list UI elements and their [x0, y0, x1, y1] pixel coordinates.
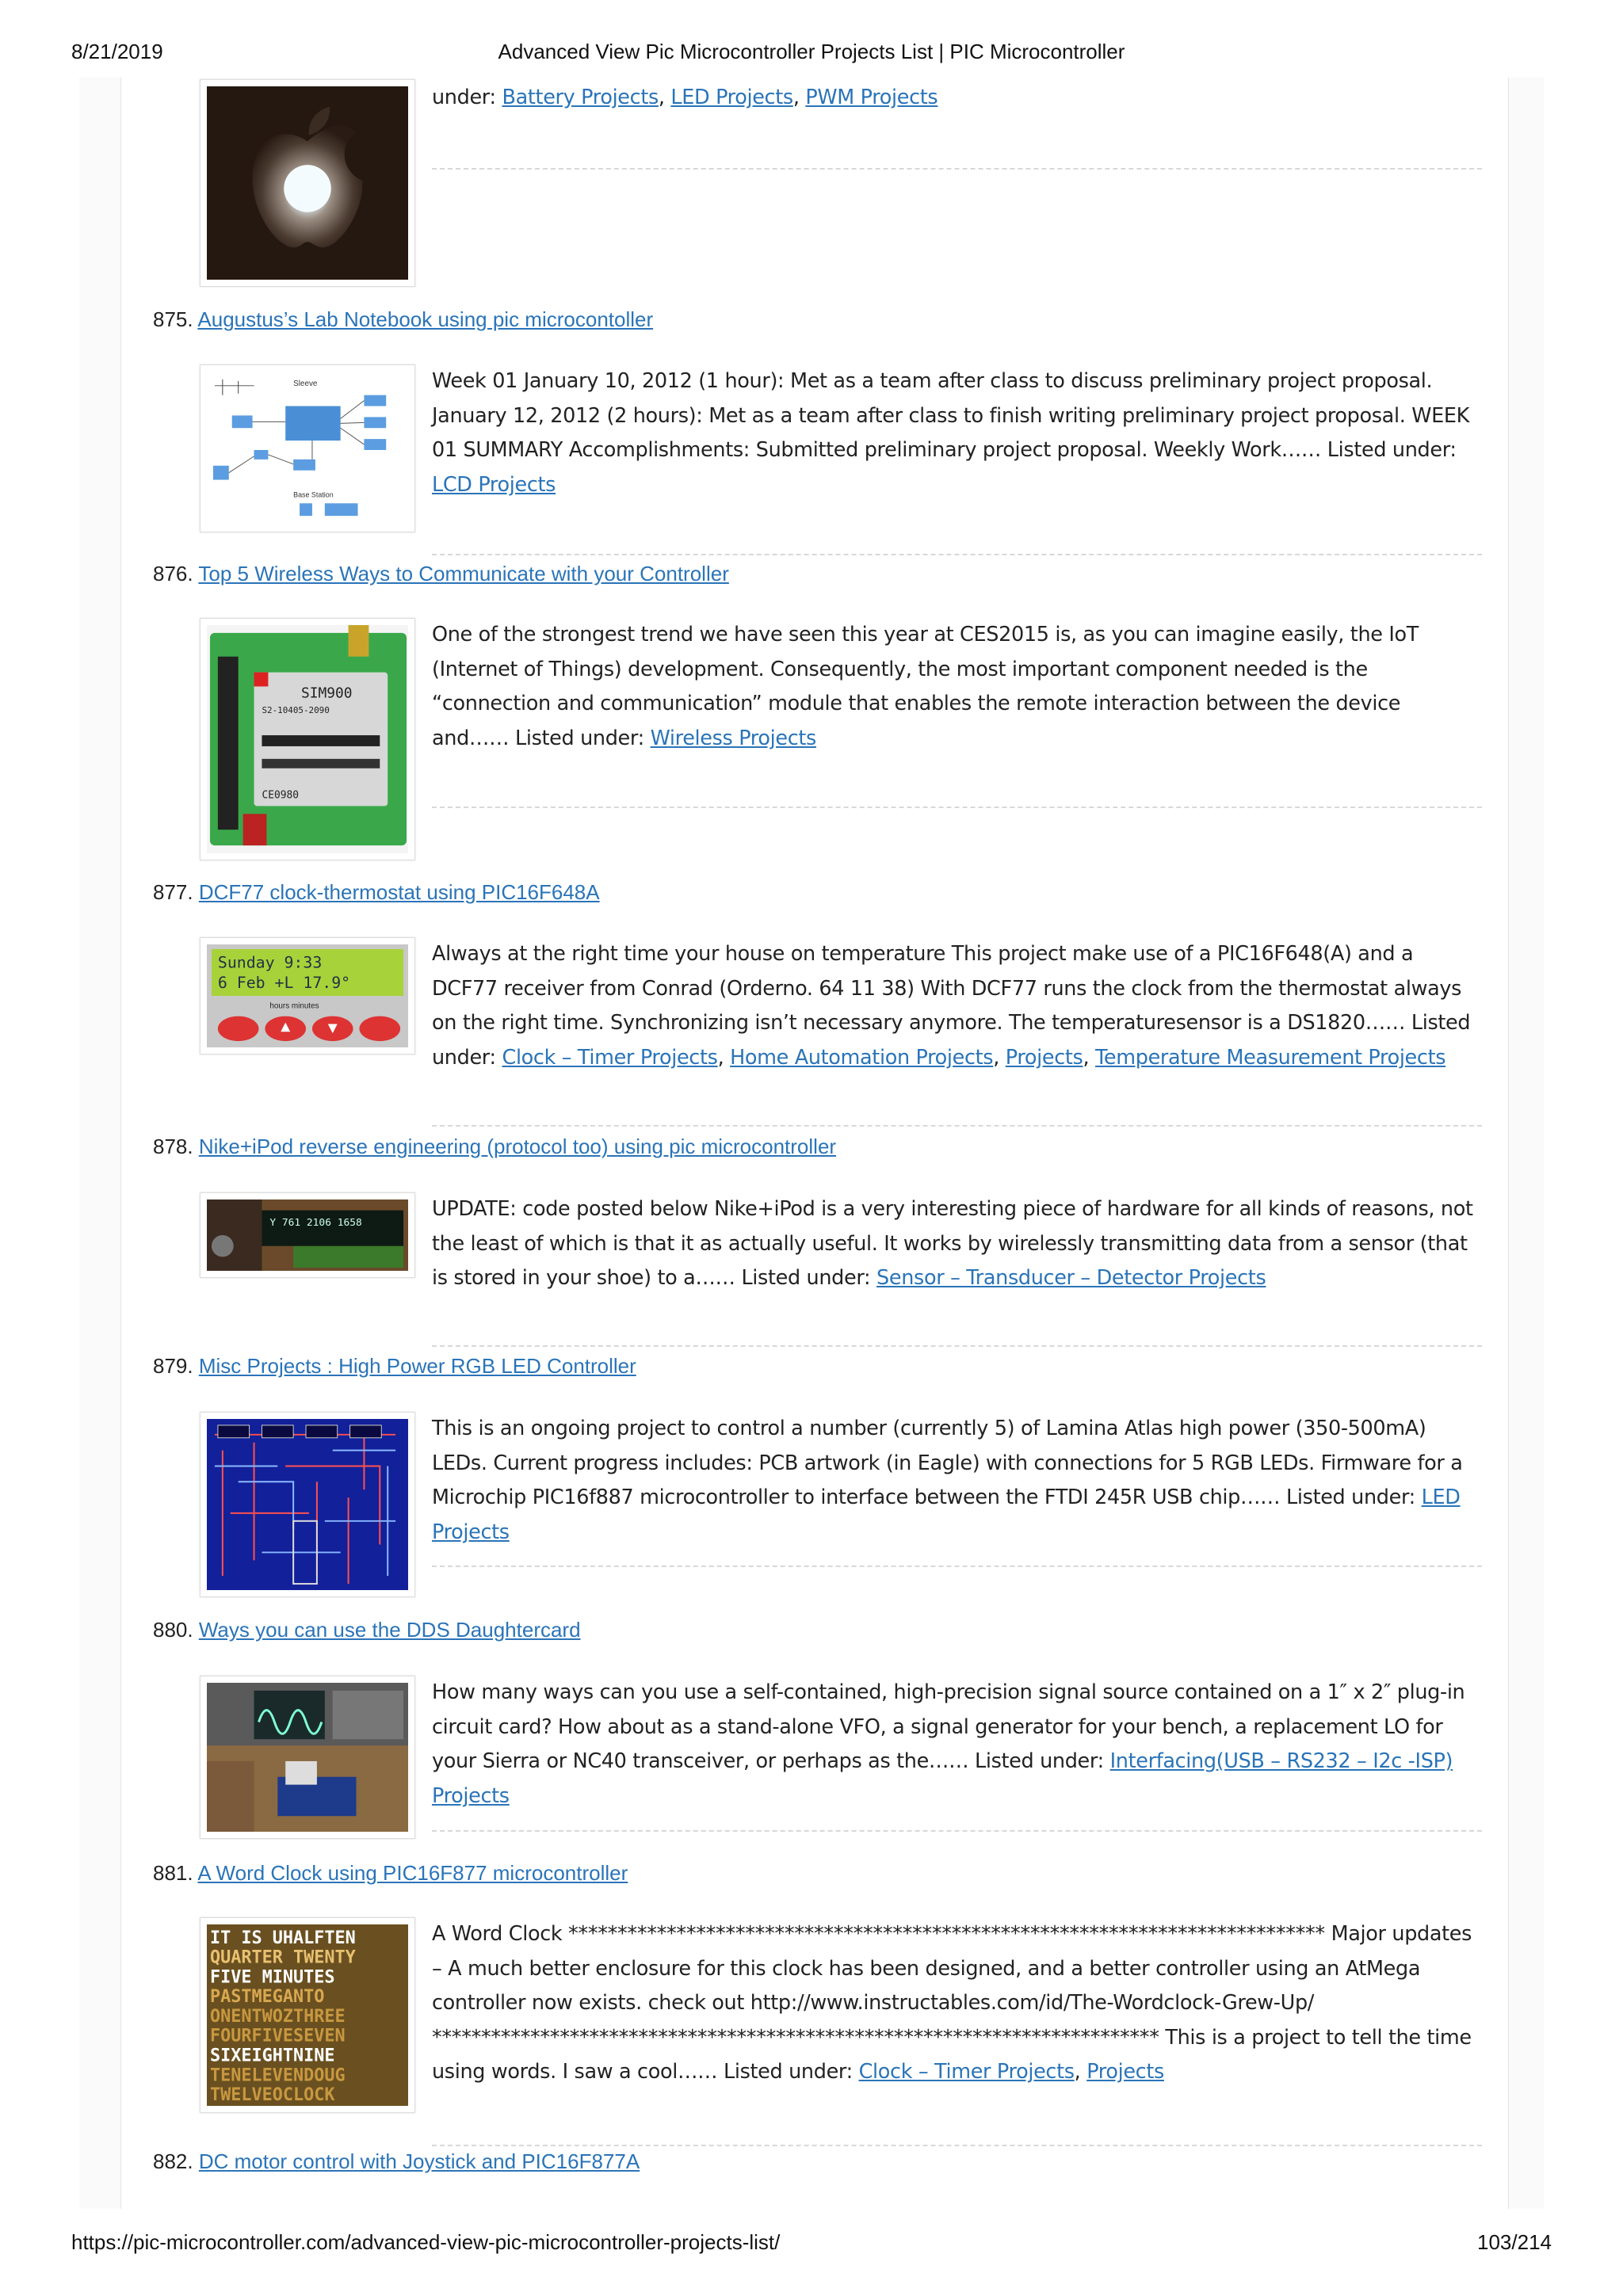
- project-description-881: A Word Clock ***************************************************************************** Major updates – A much better enclosure for this clock has been designed, and a better controller using an AtMega controller now exists. check out http://www.instructables.com/id/The-Wordclock-Grew-Up/ ************************************************************************** This is a project to tell the time using words. I saw a cool…… Listed under: Clock – Timer Projects, Projects: [432, 1922, 1472, 2084]
- word-clock-row: QUARTER TWENTY: [209, 1947, 356, 1968]
- page-title: Advanced View Pic Microcontroller Projects List | PIC Microcontroller: [498, 40, 1125, 63]
- entry-divider: [432, 2145, 1482, 2146]
- lcd-line-2: 6 Feb +L 17.9°: [217, 974, 351, 993]
- category-link[interactable]: Interfacing(USB – RS232 – I2c -ISP) Projects: [432, 1749, 1453, 1808]
- entry-divider: [432, 1566, 1482, 1567]
- project-title-877: 877. DCF77 clock-thermostat using PIC16F648A: [153, 880, 600, 904]
- project-description-877: Always at the right time your house on temperature This project make use of a PIC16F648(A) and a DCF77 receiver from Conrad (Orderno. 64 11 38) With DCF77 runs the clock from the thermostat always on the right time. Synchronizing isn’t necessary anymore. The temperaturesensor is a DS1820…… Listed under: Clock – Timer Projects, Home Automation Projects, Projects, Temperature Measurement Projects: [432, 942, 1471, 1070]
- category-link[interactable]: PWM Projects: [805, 86, 938, 109]
- category-link[interactable]: Projects: [1086, 2060, 1164, 2084]
- print-header: [0, 40, 1623, 71]
- dds-oscilloscope-icon: [207, 1683, 408, 1832]
- nike-ipod-lcd-icon: [207, 1199, 408, 1271]
- entry-divider: [432, 1345, 1482, 1347]
- svg-text:Base Station: Base Station: [293, 490, 334, 499]
- project-thumbnail-881[interactable]: [200, 1917, 415, 2113]
- nike-lcd-text: Y 761 2106 1658: [269, 1217, 362, 1230]
- category-link[interactable]: LCD Projects: [432, 472, 556, 497]
- project-link[interactable]: A Word Clock using PIC16F877 microcontroller: [197, 1861, 628, 1885]
- category-link[interactable]: Projects: [1005, 1045, 1083, 1070]
- category-link[interactable]: Clock – Timer Projects: [858, 2060, 1075, 2084]
- word-clock-row: SIXEIGHTNINE: [209, 2046, 335, 2066]
- project-link[interactable]: DCF77 clock-thermostat using PIC16F648A: [198, 880, 600, 904]
- project-thumbnail-875[interactable]: [200, 364, 415, 532]
- entry-divider: [432, 1125, 1482, 1127]
- sim900-code: S2-10405-2090: [262, 705, 330, 716]
- project-link[interactable]: Ways you can use the DDS Daughtercard: [198, 1618, 581, 1642]
- entry-divider: [432, 807, 1482, 808]
- top-entry-listed-under: under: Battery Projects, LED Projects, PWM Projects: [432, 86, 938, 109]
- project-description-880: How many ways can you use a self-contained, high-precision signal source contained on a 1″ x 2″ plug-in circuit card? How about as a stand-alone VFO, a signal generator for your bench, a replacement LO for your Sierra or NC40 transceiver, or perhaps as the…… Listed under: Interfacing(USB – RS232 – I2c -ISP) Projects: [432, 1680, 1465, 1808]
- page-url: https://pic-microcontroller.com/advanced-view-pic-microcontroller-projects-list/: [71, 2230, 781, 2254]
- lcd-labels: hours minutes: [269, 1001, 319, 1011]
- category-link[interactable]: Clock – Timer Projects: [502, 1045, 718, 1070]
- pcb-layout-icon: [207, 1419, 408, 1590]
- lcd-line-1: Sunday 9:33: [217, 953, 323, 972]
- project-link[interactable]: Misc Projects : High Power RGB LED Controller: [198, 1354, 636, 1378]
- glowing-apple-logo-icon: [207, 86, 408, 280]
- word-clock-row: PASTMEGANTO: [209, 1987, 325, 2008]
- entry-divider: [432, 168, 1482, 170]
- project-thumbnail-879[interactable]: [200, 1412, 415, 1597]
- word-clock-row: TWELVEOCLOCK: [209, 2085, 335, 2106]
- ce-mark: CE0980: [262, 789, 300, 802]
- project-title-882: 882. DC motor control with Joystick and PIC16F877A: [153, 2149, 640, 2173]
- project-description-878: UPDATE: code posted below Nike+iPod is a very interesting piece of hardware for all kinds of reasons, not the least of which is that it as actually useful. It works by wirelessly transmitting data from a sensor (that is stored in your shoe) to a…… Listed under: Sensor – Transducer – Detector Projects: [432, 1197, 1473, 1290]
- project-title-878: 878. Nike+iPod reverse engineering (protocol too) using pic microcontroller: [153, 1135, 837, 1158]
- project-title-875: 875. Augustus’s Lab Notebook using pic microcontoller: [153, 307, 654, 331]
- project-title-876: 876. Top 5 Wireless Ways to Communicate with your Controller: [153, 562, 729, 585]
- block-diagram-icon: [207, 372, 408, 525]
- word-clock-row: IT IS UHALFTEN: [209, 1928, 356, 1948]
- word-clock-row: ONENTWOZTHREE: [209, 2006, 346, 2027]
- project-link[interactable]: Augustus’s Lab Notebook using pic microcontoller: [197, 307, 654, 331]
- project-thumbnail-877[interactable]: [200, 937, 415, 1055]
- entry-divider: [432, 554, 1482, 555]
- entry-divider: [432, 1830, 1482, 1832]
- category-link[interactable]: LED Projects: [432, 1486, 1461, 1544]
- project-thumbnail-880[interactable]: [200, 1676, 415, 1839]
- print-date: 8/21/2019: [71, 40, 163, 63]
- project-description-875: Week 01 January 10, 2012 (1 hour): Met as a team after class to discuss preliminary project proposal. January 12, 2012 (2 hours): Met as a team after class to finish writing preliminary project proposal. WEEK 01 SUMMARY Accomplishments: Submitted preliminary project proposal. Weekly Work…… Listed under: LCD Projects: [432, 369, 1469, 497]
- project-thumbnail-876[interactable]: [200, 618, 415, 860]
- project-title-880: 880. Ways you can use the DDS Daughtercard: [153, 1618, 581, 1642]
- project-description-876: One of the strongest trend we have seen this year at CES2015 is, as you can imagine easily, the IoT (Internet of Things) development. Consequently, the most important component needed is the “connection and communication” module that enables the remote interaction between the device and…… Listed under: Wireless Projects: [432, 623, 1419, 750]
- thermostat-lcd-icon: [207, 944, 408, 1047]
- category-link[interactable]: LED Projects: [670, 86, 793, 109]
- word-clock-face-icon: [207, 1924, 408, 2106]
- word-clock-row: FIVE MINUTES: [209, 1967, 335, 1988]
- word-clock-row: TENELEVENDOUG: [209, 2065, 346, 2086]
- gsm-module-board-icon: [207, 625, 408, 853]
- project-title-881: 881. A Word Clock using PIC16F877 microcontroller: [153, 1861, 628, 1885]
- category-link[interactable]: Home Automation Projects: [730, 1045, 994, 1070]
- project-link[interactable]: Nike+iPod reverse engineering (protocol too) using pic microcontroller: [198, 1135, 837, 1158]
- page-number: 103/214: [1477, 2230, 1552, 2254]
- project-link[interactable]: Top 5 Wireless Ways to Communicate with your Controller: [198, 562, 729, 585]
- word-clock-row: FOURFIVESEVEN: [209, 2026, 346, 2046]
- project-link[interactable]: DC motor control with Joystick and PIC16F877A: [198, 2149, 640, 2173]
- project-thumbnail-apple[interactable]: [200, 79, 415, 287]
- category-link[interactable]: Battery Projects: [502, 86, 659, 109]
- project-description-879: This is an ongoing project to control a number (currently 5) of Lamina Atlas high power (350-500mA) LEDs. Current progress includes: PCB artwork (in Eagle) with connections for 5 RGB LEDs. Firmware for a Microchip PIC16f887 microcontroller to interface between the FTDI 245R USB chip…… Listed under: LED Projects: [432, 1417, 1463, 1544]
- category-link[interactable]: Wireless Projects: [650, 726, 816, 750]
- project-thumbnail-878[interactable]: [200, 1192, 415, 1278]
- category-link[interactable]: Sensor – Transducer – Detector Projects: [876, 1266, 1266, 1290]
- category-link[interactable]: Temperature Measurement Projects: [1095, 1045, 1446, 1070]
- project-title-879: 879. Misc Projects : High Power RGB LED Controller: [153, 1354, 636, 1378]
- svg-text:Sleeve: Sleeve: [293, 379, 318, 388]
- sim900-label: SIM900: [301, 685, 353, 702]
